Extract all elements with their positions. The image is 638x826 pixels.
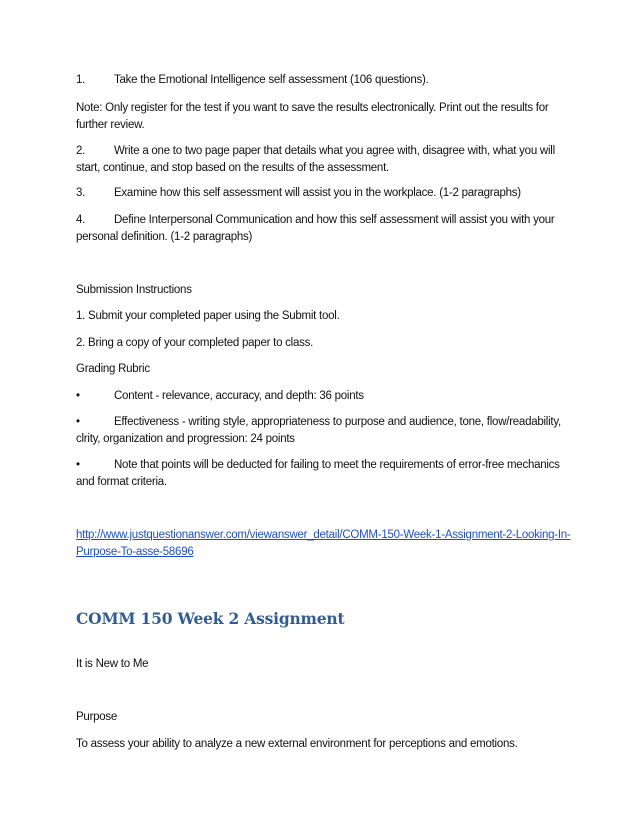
submission-step-2: 2. Bring a copy of your completed paper to class.: [76, 337, 314, 349]
list-number: 3.: [76, 187, 86, 199]
rubric-title: Grading Rubric: [76, 363, 150, 375]
list-number: 2.: [76, 145, 86, 157]
list-number: 1.: [76, 74, 86, 86]
note-line-2: further review.: [76, 119, 145, 131]
bullet-marker: •: [76, 459, 80, 471]
bullet-marker: •: [76, 416, 80, 428]
list-item-1: [76, 72, 566, 89]
answer-link-line-2[interactable]: Purpose-To-asse-58696: [76, 546, 194, 558]
rubric-item-1: [76, 388, 566, 405]
note-line-1: Note: Only register for the test if you want to save the results electronically. Print out the results for: [76, 102, 549, 114]
list-text: Take the Emotional Intelligence self assessment (106 questions).: [114, 74, 429, 86]
answer-link-continued[interactable]: [76, 544, 566, 561]
list-number: 4.: [76, 214, 86, 226]
list-item-2-continued: start, continue, and stop based on the results of the assessment.: [76, 162, 389, 174]
rubric-item-3-continued: and format criteria.: [76, 476, 167, 488]
submission-step-1: 1. Submit your completed paper using the Submit tool.: [76, 310, 340, 322]
list-item-3: [76, 185, 566, 202]
rubric-text: Content - relevance, accuracy, and depth: 36 points: [114, 390, 364, 402]
list-item-4: [76, 212, 566, 229]
list-item-2: [76, 143, 566, 160]
list-text: Define Interpersonal Communication and how this self assessment will assist you with your: [114, 214, 555, 226]
rubric-text: Effectiveness - writing style, appropriateness to purpose and audience, tone, flow/readability,: [114, 416, 561, 428]
rubric-item-3: [76, 457, 566, 474]
rubric-item-2: [76, 414, 566, 431]
answer-link[interactable]: [76, 527, 571, 544]
rubric-item-2-continued: clrity, organization and progression: 24 points: [76, 433, 295, 445]
submission-title: Submission Instructions: [76, 284, 192, 296]
rubric-text: Note that points will be deducted for failing to meet the requirements of error-free mechanics: [114, 459, 560, 471]
assignment-subtitle: It is New to Me: [76, 658, 149, 670]
answer-link-line-1[interactable]: http://www.justquestionanswer.com/viewanswer_detail/COMM-150-Week-1-Assignment-2-Looking-In-: [76, 529, 571, 541]
list-text: Examine how this self assessment will assist you in the workplace. (1-2 paragraphs): [114, 187, 521, 199]
list-item-4-continued: personal definition. (1-2 paragraphs): [76, 231, 253, 243]
section-heading: COMM 150 Week 2 Assignment: [76, 609, 345, 628]
bullet-marker: •: [76, 390, 80, 402]
purpose-label: Purpose: [76, 711, 118, 723]
list-text: Write a one to two page paper that details what you agree with, disagree with, what you will: [114, 145, 555, 157]
purpose-text: To assess your ability to analyze a new external environment for perceptions and emotions.: [76, 738, 518, 750]
